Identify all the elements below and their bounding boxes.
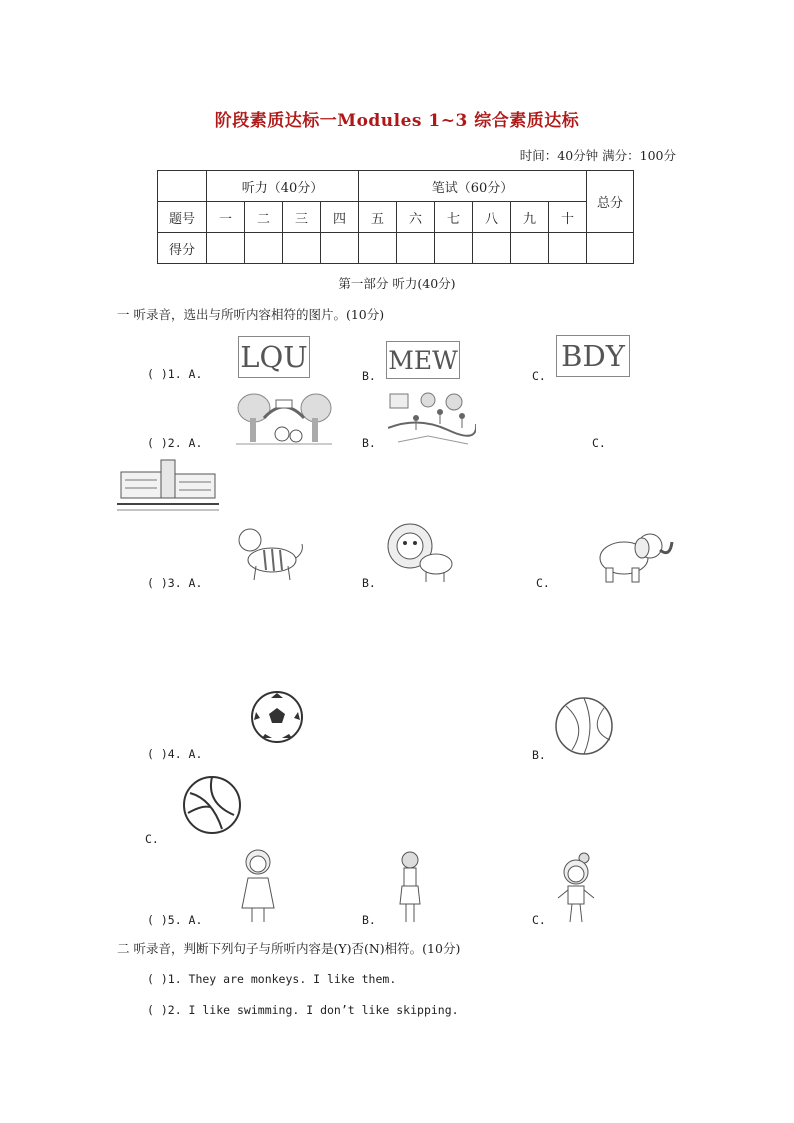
col-number: 五 xyxy=(359,202,397,233)
score-cell[interactable] xyxy=(397,233,435,264)
option-b-letters: MEW xyxy=(386,341,460,379)
tiger-image xyxy=(234,522,306,582)
score-cell[interactable] xyxy=(359,233,397,264)
school-building-image xyxy=(117,458,219,512)
question-5-number: ( )5. A. xyxy=(147,913,203,927)
girl-c-image xyxy=(554,852,602,926)
score-cell[interactable] xyxy=(435,233,473,264)
option-c-label: C. xyxy=(592,436,606,450)
col-number: 七 xyxy=(435,202,473,233)
option-b-label: B. xyxy=(532,748,546,762)
corner-cell xyxy=(158,171,207,202)
total-score-cell[interactable] xyxy=(587,233,634,264)
judgement-item-1: ( )1. They are monkeys. I like them. xyxy=(147,972,397,986)
lion-image xyxy=(384,520,456,584)
score-cell[interactable] xyxy=(549,233,587,264)
option-b-label: B. xyxy=(362,436,376,450)
option-a-letters: LQU xyxy=(238,336,310,378)
score-row-label: 得分 xyxy=(158,233,207,264)
page-title: 阶段素质达标一Modules 1~3 综合素质达标 xyxy=(214,111,580,131)
col-number: 三 xyxy=(283,202,321,233)
question-2-number: ( )2. A. xyxy=(147,436,203,450)
option-b-label: B. xyxy=(362,913,376,927)
writing-header: 笔试（60分） xyxy=(359,171,587,202)
soccer-ball-image xyxy=(250,690,304,744)
score-cell[interactable] xyxy=(511,233,549,264)
time-score-info: 时间：40分钟 满分：100分 xyxy=(519,148,676,163)
listening-header: 听力（40分） xyxy=(207,171,359,202)
volleyball-image xyxy=(182,775,242,835)
score-cell[interactable] xyxy=(473,233,511,264)
score-cell[interactable] xyxy=(207,233,245,264)
col-number: 九 xyxy=(511,202,549,233)
question-3-number: ( )3. A. xyxy=(147,576,203,590)
elephant-image xyxy=(588,528,676,586)
part-one-title: 第一部分 听力(40分) xyxy=(338,276,456,291)
score-cell[interactable] xyxy=(245,233,283,264)
col-number: 四 xyxy=(321,202,359,233)
total-label: 总分 xyxy=(587,171,634,233)
score-cell[interactable] xyxy=(283,233,321,264)
col-number: 六 xyxy=(397,202,435,233)
col-number: 十 xyxy=(549,202,587,233)
option-b-label: B. xyxy=(362,369,376,383)
judgement-item-2: ( )2. I like swimming. I don’t like skipping. xyxy=(147,1003,459,1017)
option-c-label: C. xyxy=(536,576,550,590)
option-c-label: C. xyxy=(532,913,546,927)
zoo-gate-image xyxy=(236,390,332,446)
section-2-heading: 二 听录音，判断下列句子与所听内容是(Y)否(N)相符。(10分) xyxy=(117,941,461,956)
option-b-label: B. xyxy=(362,576,376,590)
col-number: 八 xyxy=(473,202,511,233)
col-number: 一 xyxy=(207,202,245,233)
question-1-number: ( )1. A. xyxy=(147,367,203,381)
option-c-label: C. xyxy=(145,832,159,846)
col-number: 二 xyxy=(245,202,283,233)
girl-a-image xyxy=(238,848,278,926)
question-number-label: 题号 xyxy=(158,202,207,233)
basketball-image xyxy=(554,696,614,756)
option-c-letters: BDY xyxy=(556,335,630,377)
question-4-number: ( )4. A. xyxy=(147,747,203,761)
section-1-heading: 一 听录音，选出与所听内容相符的图片。(10分) xyxy=(117,307,385,322)
option-c-label: C. xyxy=(532,369,546,383)
score-cell[interactable] xyxy=(321,233,359,264)
girl-b-image xyxy=(396,850,424,926)
score-table xyxy=(157,170,634,264)
park-image xyxy=(388,390,476,448)
